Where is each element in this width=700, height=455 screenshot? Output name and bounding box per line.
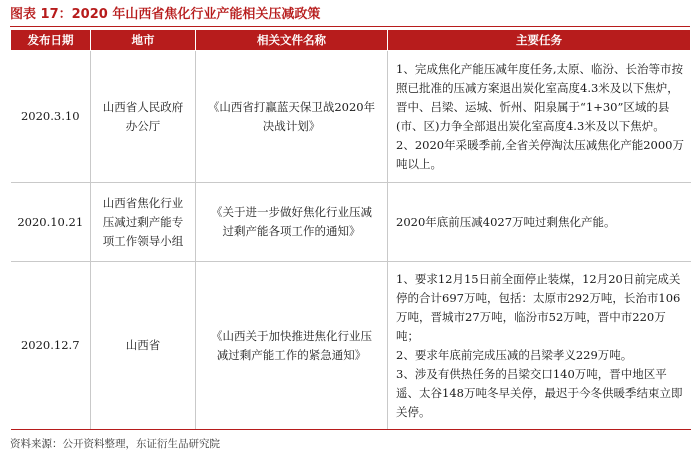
row-date: 2020.10.21 bbox=[11, 183, 91, 262]
figure-title: 图表 17：2020 年山西省焦化行业产能相关压减政策 bbox=[10, 7, 321, 22]
task-item: 3、涉及有供热任务的吕梁交口140万吨，晋中地区平遥、太谷148万吨冬早关停，最迟于今冬供暖季结束立即关停。 bbox=[396, 366, 683, 419]
policy-table bbox=[10, 29, 691, 430]
column-header-tasks: 主要任务 bbox=[388, 30, 691, 51]
task-item: 1、完成焦化产能压减年度任务,太原、临汾、长治等市按照已批准的压减方案退出炭化室高度4.3米及以下焦炉，晋中、吕梁、运城、忻州、阳泉属于“1+30”区域的县(市、区)力争全部退出炭化室高度4.3米及以下焦炉。 bbox=[396, 61, 683, 133]
column-header-document: 相关文件名称 bbox=[196, 30, 388, 51]
row-document: 《山西关于加快推进焦化行业压减过剩产能工作的紧急通知》 bbox=[196, 262, 388, 430]
task-item: 1、要求12月15日前全面停止装煤，12月20日前完成关停的合计697万吨，包括：太原市292万吨，长治市106万吨，晋城市27万吨，临汾市52万吨，晋中市220万吨； bbox=[396, 271, 681, 343]
row-document: 《关于进一步做好焦化行业压减过剩产能各项工作的通知》 bbox=[196, 183, 388, 262]
table-row bbox=[11, 51, 691, 183]
row-tasks bbox=[388, 262, 691, 430]
row-date: 2020.3.10 bbox=[11, 51, 91, 183]
table-header-row bbox=[11, 30, 691, 51]
table-row bbox=[11, 262, 691, 430]
title-divider bbox=[10, 26, 690, 27]
row-tasks bbox=[388, 51, 691, 183]
task-item: 2、2020年采暖季前,全省关停淘汰压减焦化产能2000万吨以上。 bbox=[396, 137, 685, 171]
row-city: 山西省 bbox=[91, 262, 196, 430]
column-header-date: 发布日期 bbox=[11, 30, 91, 51]
column-header-city: 地市 bbox=[91, 30, 196, 51]
task-item: 2、要求年底前完成压减的吕梁孝义229万吨。 bbox=[396, 347, 633, 362]
figure bbox=[10, 6, 690, 451]
row-city: 山西省人民政府办公厅 bbox=[91, 51, 196, 183]
row-date: 2020.12.7 bbox=[11, 262, 91, 430]
source-note: 资料来源：公开资料整理，东证衍生品研究院 bbox=[10, 438, 220, 450]
table-row bbox=[11, 183, 691, 262]
row-tasks bbox=[388, 183, 691, 262]
row-city: 山西省焦化行业压减过剩产能专项工作领导小组 bbox=[91, 183, 196, 262]
row-document: 《山西省打赢蓝天保卫战2020年决战计划》 bbox=[196, 51, 388, 183]
task-item: 2020年底前压减4027万吨过剩焦化产能。 bbox=[396, 214, 616, 229]
